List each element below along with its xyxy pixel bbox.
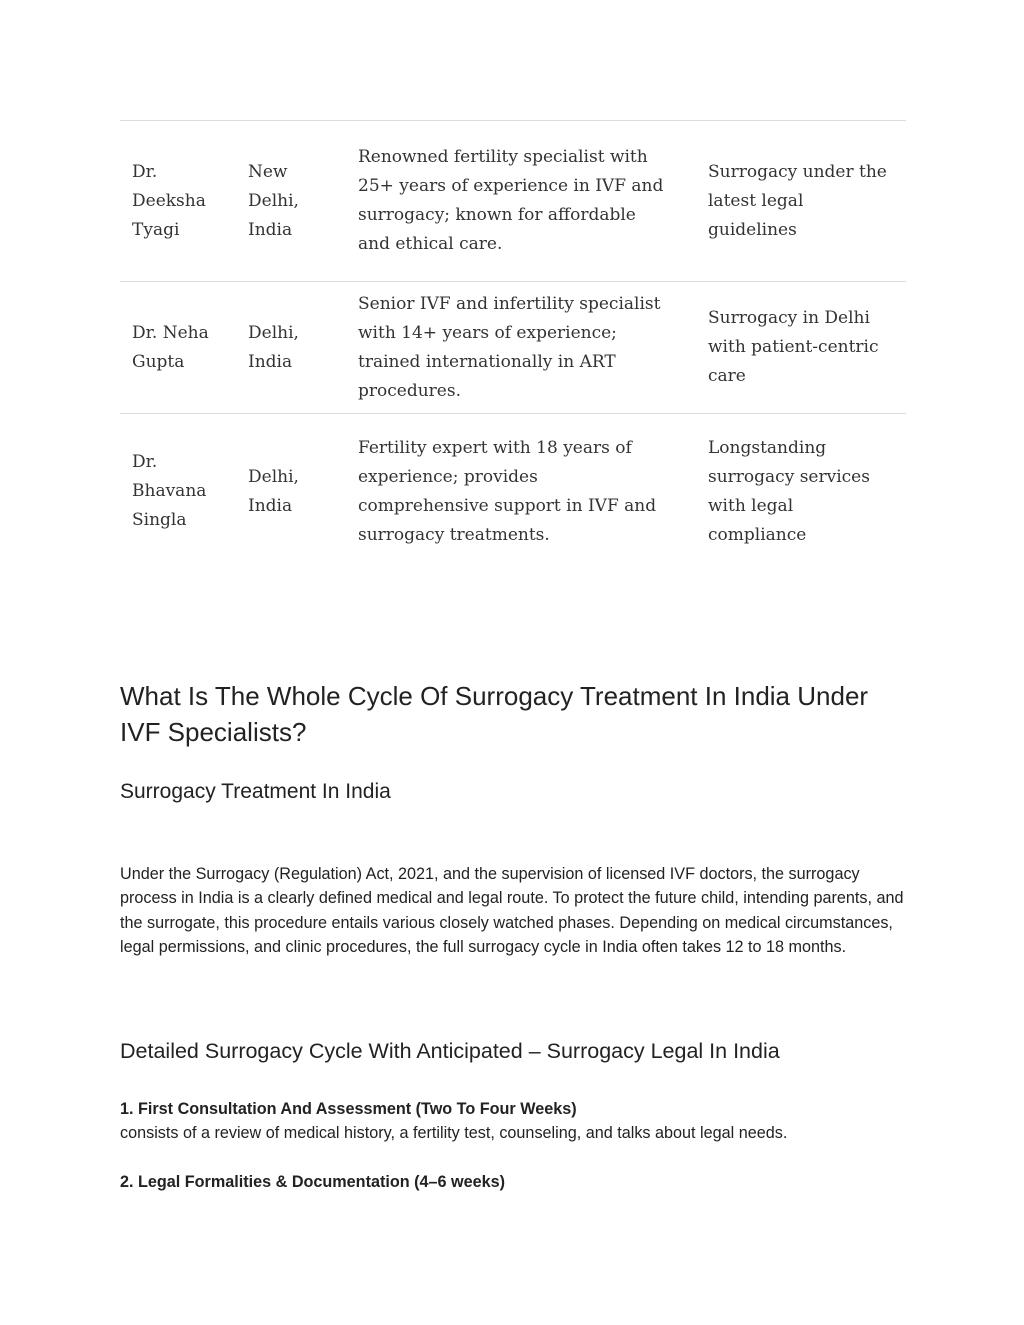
doctor-description: Fertility expert with 18 years of experience; provides comprehensive support in IVF and surrogacy treatments. (358, 437, 657, 545)
doctors-table (120, 120, 906, 569)
table-row (120, 121, 906, 282)
step-description: consists of a review of medical history, a fertility test, counseling, and talks about legal needs. (120, 1124, 788, 1143)
doctor-name: Dr. Neha Gupta (132, 322, 209, 372)
step-item (120, 1170, 910, 1194)
table-row (120, 414, 906, 570)
step-title: 1. First Consultation And Assessment (Two To Four Weeks) (120, 1100, 577, 1118)
cycle-heading: Detailed Surrogacy Cycle With Anticipated – Surrogacy Legal In India (120, 1039, 780, 1063)
step-title: 2. Legal Formalities & Documentation (4–6 weeks) (120, 1173, 506, 1191)
doctor-note: Surrogacy under the latest legal guidelines (708, 161, 887, 240)
doctor-note: Longstanding surrogacy services with legal compliance (708, 437, 870, 545)
doctor-note: Surrogacy in Delhi with patient-centric care (708, 308, 879, 386)
doctors-table-container (120, 120, 906, 569)
doctor-name: Dr. Bhavana Singla (132, 452, 207, 530)
doctor-location: Delhi, India (248, 322, 299, 372)
doctor-location: New Delhi, India (248, 161, 299, 240)
step-item (120, 1097, 910, 1146)
intro-paragraph: Under the Surrogacy (Regulation) Act, 2021, and the supervision of licensed IVF doctors, the surrogacy process in India is a clearly defined medical and legal route. To protect the future child, intending parents, and the surrogate, this procedure entails various closely watched phases. Depending on medical circumstances, legal permissions, and clinic procedures, the full surrogacy cycle in India often takes 12 to 18 months. (120, 865, 904, 957)
doctor-name: Dr. Deeksha Tyagi (132, 161, 206, 240)
table-row (120, 282, 906, 414)
doctor-description: Senior IVF and infertility specialist with 14+ years of experience; trained internationally in ART procedures. (358, 293, 661, 401)
doctor-location: Delhi, India (248, 466, 299, 516)
doctor-description: Renowned fertility specialist with 25+ years of experience in IVF and surrogacy; known for affordable and ethical care. (358, 147, 664, 254)
sub-heading: Surrogacy Treatment In India (120, 780, 391, 803)
main-heading: What Is The Whole Cycle Of Surrogacy Treatment In India Under IVF Specialists? (120, 681, 869, 747)
